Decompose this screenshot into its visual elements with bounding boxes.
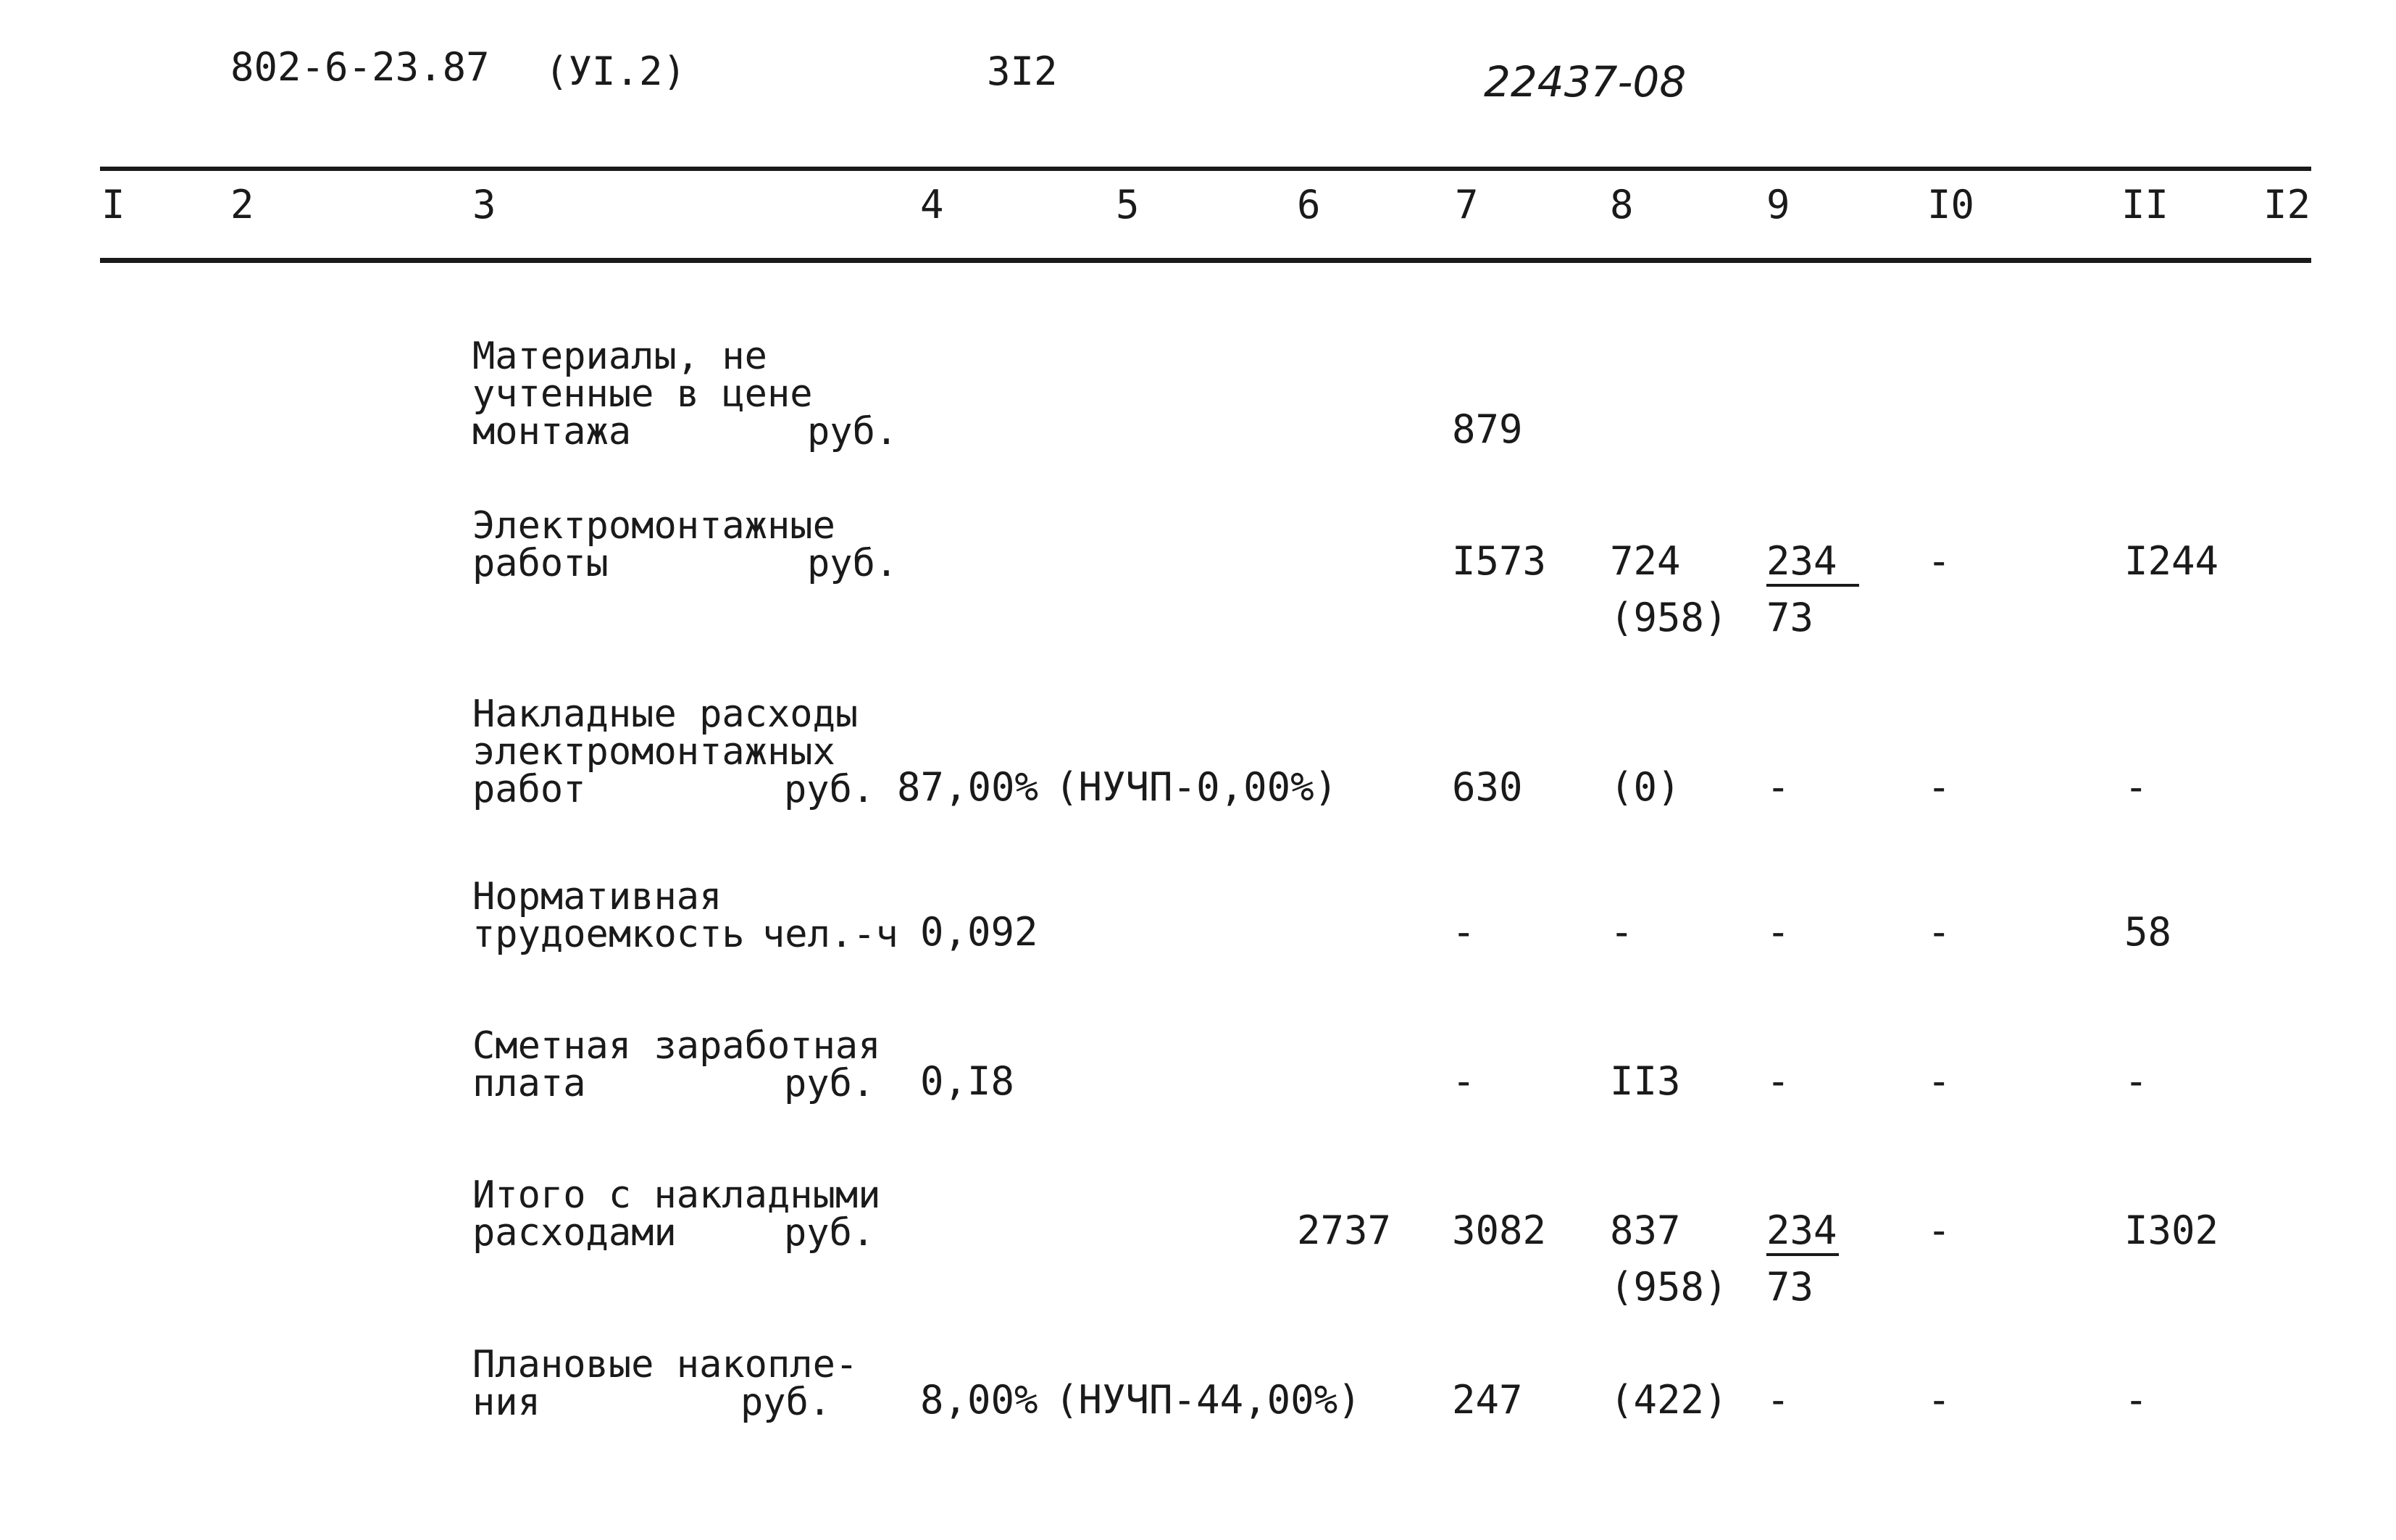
cell-col9-numerator: 234 — [1766, 1208, 1837, 1253]
column-number: I2 — [2263, 182, 2311, 227]
cell-col9-numerator: 234 — [1766, 538, 1837, 584]
row-label-line: Материалы, не — [472, 335, 767, 378]
cell-col8-secondary: (958) — [1610, 595, 1728, 640]
row-unit: руб. — [807, 542, 898, 585]
cell-col11: - — [2124, 1377, 2148, 1423]
cell-col8: (0) — [1610, 764, 1681, 810]
row-label-line: расходами — [472, 1211, 677, 1255]
cell-col8: II3 — [1610, 1058, 1681, 1104]
fraction-underline — [1766, 584, 1859, 587]
cell-col9: - — [1766, 1377, 1790, 1423]
row-unit: руб. — [784, 1211, 875, 1255]
cell-col8: 837 — [1610, 1208, 1681, 1253]
cell-col7: - — [1452, 909, 1476, 955]
cell-col8: 724 — [1610, 538, 1681, 584]
row-unit: руб. — [784, 1062, 875, 1105]
row-unit: руб. — [740, 1381, 832, 1424]
cell-col9-denominator: 73 — [1766, 1264, 1814, 1310]
cell-col11: - — [2124, 764, 2148, 810]
row-label-line: учтенные в цене — [472, 372, 813, 416]
row-label-line: Накладные расходы — [472, 692, 859, 736]
fraction-underline — [1766, 1253, 1839, 1256]
row-label-line: трудоемкость — [472, 913, 745, 956]
cell-col11: 58 — [2124, 909, 2172, 955]
cell-col10: - — [1927, 909, 1951, 955]
column-number: 4 — [920, 182, 944, 227]
cell-col8: - — [1610, 909, 1634, 955]
cell-col10: - — [1927, 1058, 1951, 1104]
row-label-line: плата — [472, 1062, 586, 1105]
cell-col7: 247 — [1452, 1377, 1523, 1423]
cell-col8: (422) — [1610, 1377, 1728, 1423]
column-number: 7 — [1455, 182, 1479, 227]
column-number: I0 — [1927, 182, 1975, 227]
row-label-line: ния — [472, 1381, 540, 1424]
cell-col11: - — [2124, 1058, 2148, 1104]
cell-col11: I302 — [2124, 1208, 2219, 1253]
cell-col7: 3082 — [1452, 1208, 1547, 1253]
cell-col4: 8,00% — [920, 1377, 1038, 1423]
cell-col7: - — [1452, 1058, 1476, 1104]
cell-col11: I244 — [2124, 538, 2219, 584]
row-label-line: работы — [472, 542, 609, 585]
cell-col10: - — [1927, 1377, 1951, 1423]
column-number: 2 — [230, 182, 254, 227]
section-code: (УI.2) — [545, 49, 687, 94]
cell-col10: - — [1927, 764, 1951, 810]
row-label-line: Электромонтажные — [472, 504, 835, 548]
row-unit: чел.-ч — [762, 913, 898, 956]
row-label-line: Итого с накладными — [472, 1173, 881, 1217]
cell-col10: - — [1927, 538, 1951, 584]
cell-col4: 0,I8 — [920, 1058, 1015, 1104]
cell-col10: - — [1927, 1208, 1951, 1253]
row-label-line: работ — [472, 768, 586, 811]
table-header-bottom-rule — [100, 258, 2311, 263]
row-label-line: электромонтажных — [472, 730, 835, 774]
cell-col8-secondary: (958) — [1610, 1264, 1728, 1310]
cell-col7: I573 — [1452, 538, 1547, 584]
column-number: 9 — [1766, 182, 1790, 227]
cell-col9: - — [1766, 909, 1790, 955]
row-label-line: Нормативная — [472, 875, 722, 918]
handwritten-number: 22437-08 — [1484, 57, 1687, 106]
row-label-line: Сметная заработная — [472, 1024, 881, 1068]
row-unit: руб. — [807, 410, 898, 453]
row-label-line: монтажа — [472, 410, 632, 453]
doc-code: 802-6-23.87 — [230, 44, 490, 90]
cell-col6: 2737 — [1297, 1208, 1392, 1253]
cell-col4: 87,00% — [897, 764, 1039, 810]
row-label-line: Плановые накопле- — [472, 1343, 859, 1386]
column-number: 3 — [472, 182, 496, 227]
cell-col7: 630 — [1452, 764, 1523, 810]
cell-col9: - — [1766, 764, 1790, 810]
cell-col9-denominator: 73 — [1766, 595, 1814, 640]
column-number: II — [2121, 182, 2169, 227]
column-number: 5 — [1116, 182, 1140, 227]
column-number: 8 — [1610, 182, 1634, 227]
column-number: I — [101, 182, 125, 227]
cell-col7: 879 — [1452, 406, 1523, 452]
cell-col5: (НУЧП-0,00%) — [1055, 764, 1338, 810]
cell-col4: 0,092 — [920, 909, 1038, 955]
row-unit: руб. — [784, 768, 875, 811]
cell-col9: - — [1766, 1058, 1790, 1104]
column-number: 6 — [1297, 182, 1321, 227]
page-number: 3I2 — [987, 49, 1058, 94]
cell-col5: (НУЧП-44,00%) — [1055, 1377, 1361, 1423]
table-top-rule — [100, 167, 2311, 171]
